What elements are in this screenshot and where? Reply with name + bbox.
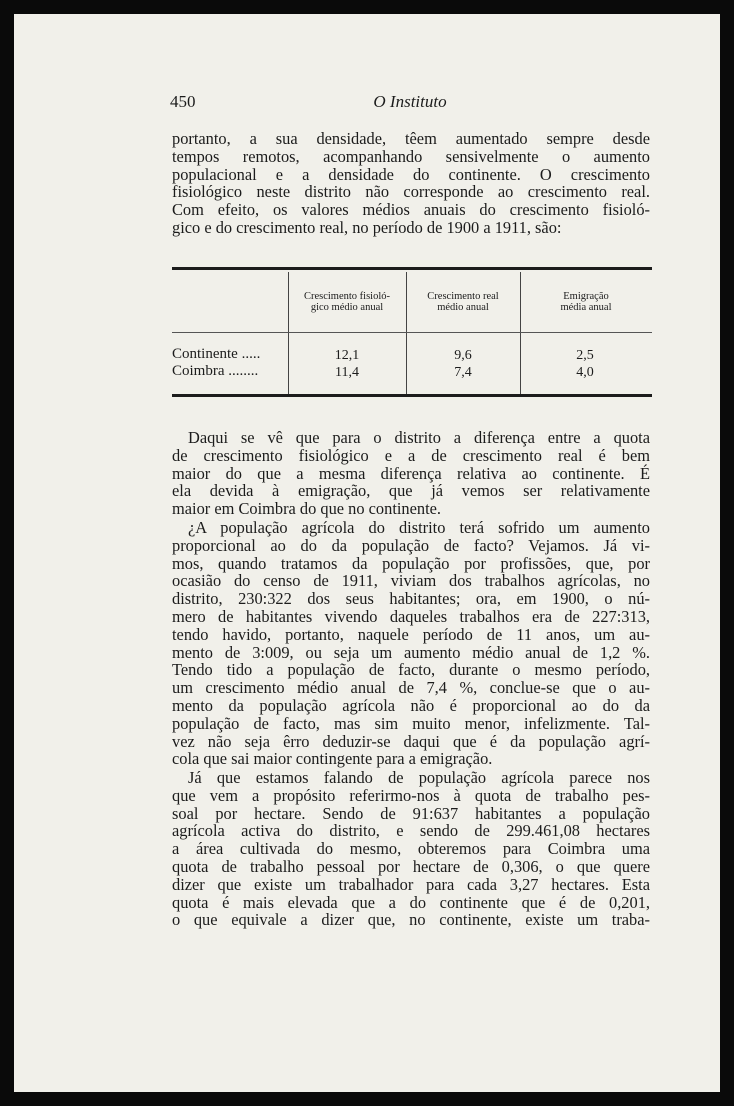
running-title: O Instituto <box>373 92 447 111</box>
text-line: mero de habitantes vivendo daqueles trabalhos era de 227:313, <box>172 606 650 626</box>
page-number: 450 <box>170 92 196 111</box>
column-header-emigration <box>522 291 650 313</box>
paragraph-3 <box>172 519 650 768</box>
text-line: tempos remotos, acompanhando sensivelmente o aumento <box>172 146 650 166</box>
text-line: ela devida à emigração, que já vemos ser relativamente <box>172 481 650 501</box>
text-line: fisiológico neste distrito não corresponde ao crescimento real. <box>172 182 650 202</box>
text-line: maior do que a mesma diferença relativa ao continente. É <box>172 463 650 483</box>
text-line: a área cultivada do mesmo, obteremos para Coimbra uma <box>172 839 650 859</box>
table-cell: 4,0 <box>576 365 594 380</box>
table-cell: 2,5 <box>576 348 594 363</box>
text-line: Tendo tido a população de facto, durante o mesmo período, <box>172 660 650 680</box>
header-line: médio anual <box>437 302 489 313</box>
column-header-real <box>408 291 518 313</box>
column-header-physiological <box>290 291 404 313</box>
text-line: portanto, a sua densidade, têem aumentado sempre desde <box>172 129 650 148</box>
text-line: proporcional ao do da população de facto? Vejamos. Já vi- <box>172 535 650 555</box>
column-divider <box>288 272 289 396</box>
column-divider <box>406 272 407 396</box>
text-line: soal por hectare. Sendo de 91:637 habitantes a população <box>172 803 650 823</box>
table-cell: 12,1 <box>334 348 360 363</box>
table-header-rule <box>172 332 652 333</box>
text-line: distrito, 230:322 dos seus habitantes; ora, em 1900, o nú- <box>172 589 650 609</box>
header-line: Crescimento real <box>427 291 499 302</box>
header-line: média anual <box>560 302 612 313</box>
text-line: tendo havido, portanto, naquele período de 11 anos, um au- <box>172 624 650 644</box>
table-top-rule <box>172 267 652 270</box>
text-line: ocasião do censo de 1911, viviam dos trabalhos agrícolas, no <box>172 571 650 591</box>
table-row-label: Coimbra ........ <box>172 363 259 379</box>
text-line: mos, quando tratamos da população por profissões, que, por <box>172 553 650 573</box>
paragraph-1 <box>172 130 650 237</box>
text-line: Com efeito, os valores médios anuais do crescimento fisioló- <box>172 200 650 220</box>
text-line: população de facto, mas sim muito menor, infelizmente. Tal- <box>172 713 650 733</box>
table-cell: 11,4 <box>335 365 359 380</box>
text-line: mento de 3:009, ou seja um aumento médio anual de 1,2 %. <box>172 642 650 662</box>
header-line: Emigração <box>563 291 609 302</box>
table-cell: 7,4 <box>454 365 472 380</box>
table-bottom-rule <box>172 394 652 397</box>
text-line: vez não seja êrro deduzir-se daqui que é da população agrí- <box>172 731 650 751</box>
text-line: dizer que existe um trabalhador para cada 3,27 hectares. Esta <box>172 874 650 894</box>
page-header <box>170 92 650 118</box>
text-line: cola que sai maior contingente para a emigração. <box>172 749 493 769</box>
text-line: quota de trabalho pessoal por hectare de 0,306, o que quere <box>172 856 650 876</box>
paragraph-2 <box>172 429 650 518</box>
table-cell: 9,6 <box>454 348 472 363</box>
text-line: que vem a propósito referirmo-nos à quota de trabalho pes- <box>172 785 650 805</box>
column-divider <box>520 272 521 396</box>
paragraph-4 <box>172 769 650 929</box>
header-line: gico médio anual <box>310 302 384 313</box>
text-line: mento da população agrícola não é proporcional ao do da <box>172 695 650 715</box>
table-row-label: Continente ..... <box>172 346 261 362</box>
text-line: agrícola activa do distrito, e sendo de 299.461,08 hectares <box>172 821 650 841</box>
text-line: gico e do crescimento real, no período de 1900 a 1911, são: <box>172 217 562 237</box>
row-label-text: Continente <box>172 346 238 362</box>
text-line: um crescimento médio anual de 7,4 %, conclue-se que o au- <box>172 678 650 698</box>
header-line: Crescimento fisioló- <box>303 291 391 302</box>
text-line: maior em Coimbra do que no continente. <box>172 499 442 519</box>
book-page <box>14 14 720 1092</box>
text-line: quota é mais elevada que a do continente que é de 0,201, <box>172 892 650 912</box>
row-label-text: Coimbra <box>172 363 225 379</box>
text-line: o que equivale a dizer que, no continente, existe um traba- <box>172 910 650 930</box>
text-line: de crescimento fisiológico e a de crescimento real é bem <box>172 445 650 465</box>
text-line: ¿A população agrícola do distrito terá sofrido um aumento <box>188 518 650 537</box>
text-line: populacional e a densidade do continente. O crescimento <box>172 164 650 184</box>
text-line: Daqui se vê que para o distrito a diferença entre a quota <box>188 428 650 447</box>
text-line: Já que estamos falando de população agrícola parece nos <box>188 768 650 787</box>
